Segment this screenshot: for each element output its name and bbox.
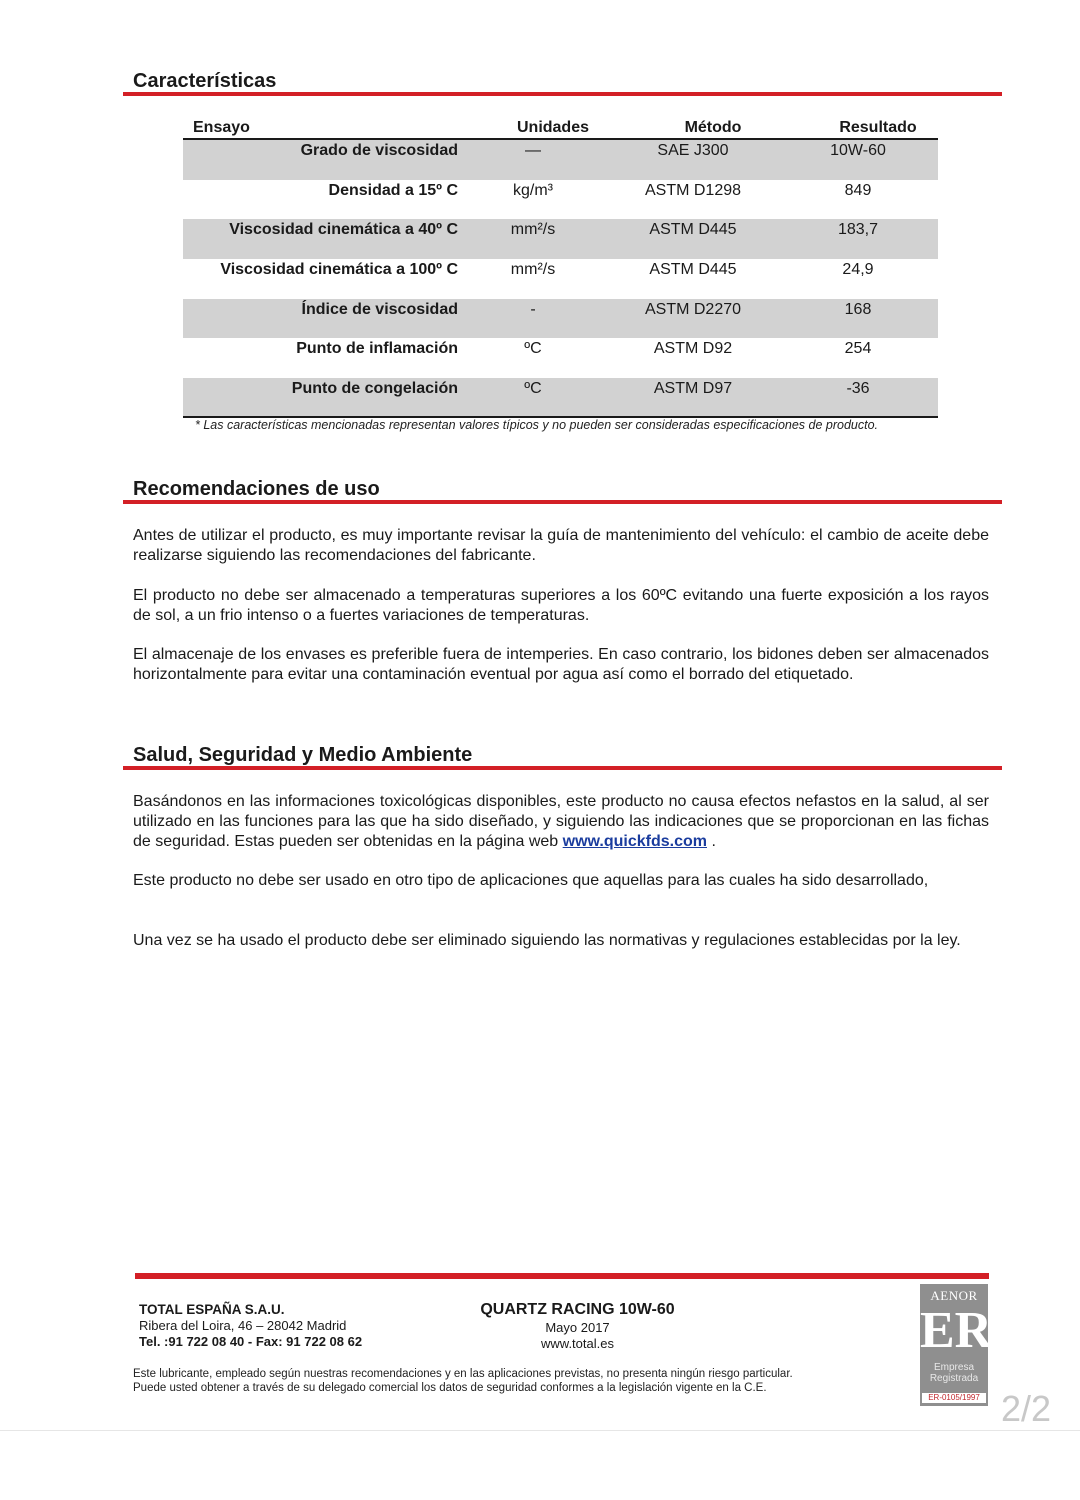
- cell-method: ASTM D92: [653, 340, 733, 358]
- footer-divider: [135, 1273, 989, 1279]
- section-title: Características: [133, 70, 277, 92]
- cell-unit: ºC: [524, 380, 542, 398]
- cell-unit: mm²/s: [510, 261, 556, 279]
- cell-test: Punto de congelación: [291, 380, 458, 398]
- cell-test: Grado de viscosidad: [300, 142, 458, 159]
- table-row: [183, 180, 938, 220]
- badge-mark: ER: [920, 1302, 993, 1359]
- cell-unit: mm²/s: [510, 221, 556, 239]
- disclaimer-line: Este lubricante, empleado según nuestras recomendaciones y en las aplicaciones previstas, no presenta ningún riesgo particular.: [133, 1368, 793, 1380]
- usage-paragraph: Antes de utilizar el producto, es muy importante revisar la guía de mantenimiento del vehículo: el cambio de aceite debe realizarse siguiendo las recomendaciones del fabricante.: [133, 527, 989, 564]
- table-row: [183, 140, 938, 180]
- cell-unit: ºC: [524, 340, 542, 358]
- header-unidades: Unidades: [516, 119, 589, 136]
- company-address: Ribera del Loira, 46 – 28042 Madrid: [139, 1318, 347, 1333]
- cell-method: ASTM D445: [649, 221, 737, 239]
- cell-result: 168: [844, 300, 872, 318]
- cell-result: 254: [844, 340, 872, 358]
- health-text-end: .: [711, 833, 716, 850]
- usage-paragraph: El almacenaje de los envases es preferible fuera de intemperies. En caso contrario, los bidones deben ser almacenados horizontalmente para evitar una contaminación eventual por agua así como el borrado del etiquetado.: [133, 646, 989, 683]
- cell-test: Punto de inflamación: [296, 340, 458, 358]
- cell-result: 10W-60: [830, 142, 886, 159]
- table-row: [183, 219, 938, 259]
- header-metodo: Método: [684, 119, 742, 136]
- page-number: 2/2: [1001, 1388, 1052, 1429]
- badge-brand: AENOR: [930, 1288, 978, 1303]
- page-edge-divider: [0, 1430, 1080, 1431]
- table-row: [183, 338, 938, 378]
- header-ensayo: Ensayo: [193, 119, 250, 136]
- badge-line: Registrada: [929, 1373, 979, 1384]
- cell-method: ASTM D97: [653, 380, 733, 398]
- usage-header: [123, 478, 1002, 504]
- characteristics-table: [183, 114, 938, 418]
- table-footnote: * Las características mencionadas representan valores típicos y no pueden ser consideradas especificaciones de producto.: [195, 418, 879, 432]
- header-resultado: Resultado: [839, 119, 917, 136]
- cell-result: 849: [844, 181, 872, 199]
- cell-unit: -: [530, 300, 536, 318]
- usage-paragraph: El producto no debe ser almacenado a temperaturas superiores a los 60ºC evitando una fuerte exposición a los rayos de sol, a un frio intenso o a fuertes variaciones de temperaturas.: [133, 587, 989, 624]
- disclaimer-line: Puede usted obtener a través de su delegado comercial los datos de seguridad conformes a la legislación vigente en la C.E.: [133, 1382, 767, 1394]
- cell-result: 24,9: [842, 261, 874, 279]
- table-header: [183, 114, 938, 140]
- table-row: [183, 259, 938, 299]
- section-title: Salud, Seguridad y Medio Ambiente: [133, 744, 473, 766]
- cell-method: ASTM D445: [649, 261, 737, 279]
- health-text: Basándonos en las informaciones toxicológicas disponibles, este producto no causa efectos nefastos en la salud, al ser utilizado en las funciones para las que ha sido diseñado, y siguiendo las indicaciones que se proporcionan en las fichas de seguridad. Estas pueden ser obtenidas en la página web: [133, 793, 989, 850]
- health-header: [123, 744, 1002, 770]
- company-info: [139, 1302, 362, 1350]
- badge-code: ER-0105/1997: [922, 1393, 986, 1403]
- cell-method: SAE J300: [657, 142, 729, 159]
- cell-result: -36: [846, 380, 870, 398]
- cell-result: 183,7: [837, 221, 879, 239]
- health-paragraph: Este producto no debe ser usado en otro tipo de aplicaciones que aquellas para las cuales ha sido desarrollado,: [133, 872, 929, 889]
- health-paragraph: Una vez se ha usado el producto debe ser eliminado siguiendo las normativas y regulaciones establecidas por la ley.: [133, 932, 961, 949]
- company-name: TOTAL ESPAÑA S.A.U.: [139, 1302, 285, 1317]
- aenor-certification-badge: [920, 1284, 993, 1406]
- cell-test: Índice de viscosidad: [301, 300, 458, 318]
- cell-test: Viscosidad cinemática a 100º C: [220, 261, 458, 279]
- product-website: www.total.es: [541, 1336, 614, 1351]
- product-info: [440, 1300, 715, 1352]
- section-title: Recomendaciones de uso: [133, 478, 380, 500]
- company-phone: Tel. :91 722 08 40 - Fax: 91 722 08 62: [139, 1334, 363, 1349]
- footer-disclaimer: [133, 1367, 793, 1395]
- table-row: [183, 378, 938, 418]
- cell-unit: kg/m³: [513, 181, 553, 199]
- product-name: QUARTZ RACING 10W-60: [480, 1301, 675, 1318]
- cell-unit: —: [525, 142, 541, 159]
- product-date: Mayo 2017: [545, 1320, 610, 1335]
- quickfds-link[interactable]: www.quickfds.com: [562, 833, 707, 850]
- health-paragraph: [133, 792, 989, 852]
- table-row: [183, 299, 938, 339]
- badge-line: Empresa: [933, 1362, 974, 1373]
- cell-test: Viscosidad cinemática a 40º C: [229, 221, 458, 239]
- characteristics-header: [123, 70, 1002, 96]
- cell-method: ASTM D1298: [644, 181, 742, 199]
- cell-method: ASTM D2270: [644, 300, 742, 318]
- cell-test: Densidad a 15º C: [328, 181, 458, 199]
